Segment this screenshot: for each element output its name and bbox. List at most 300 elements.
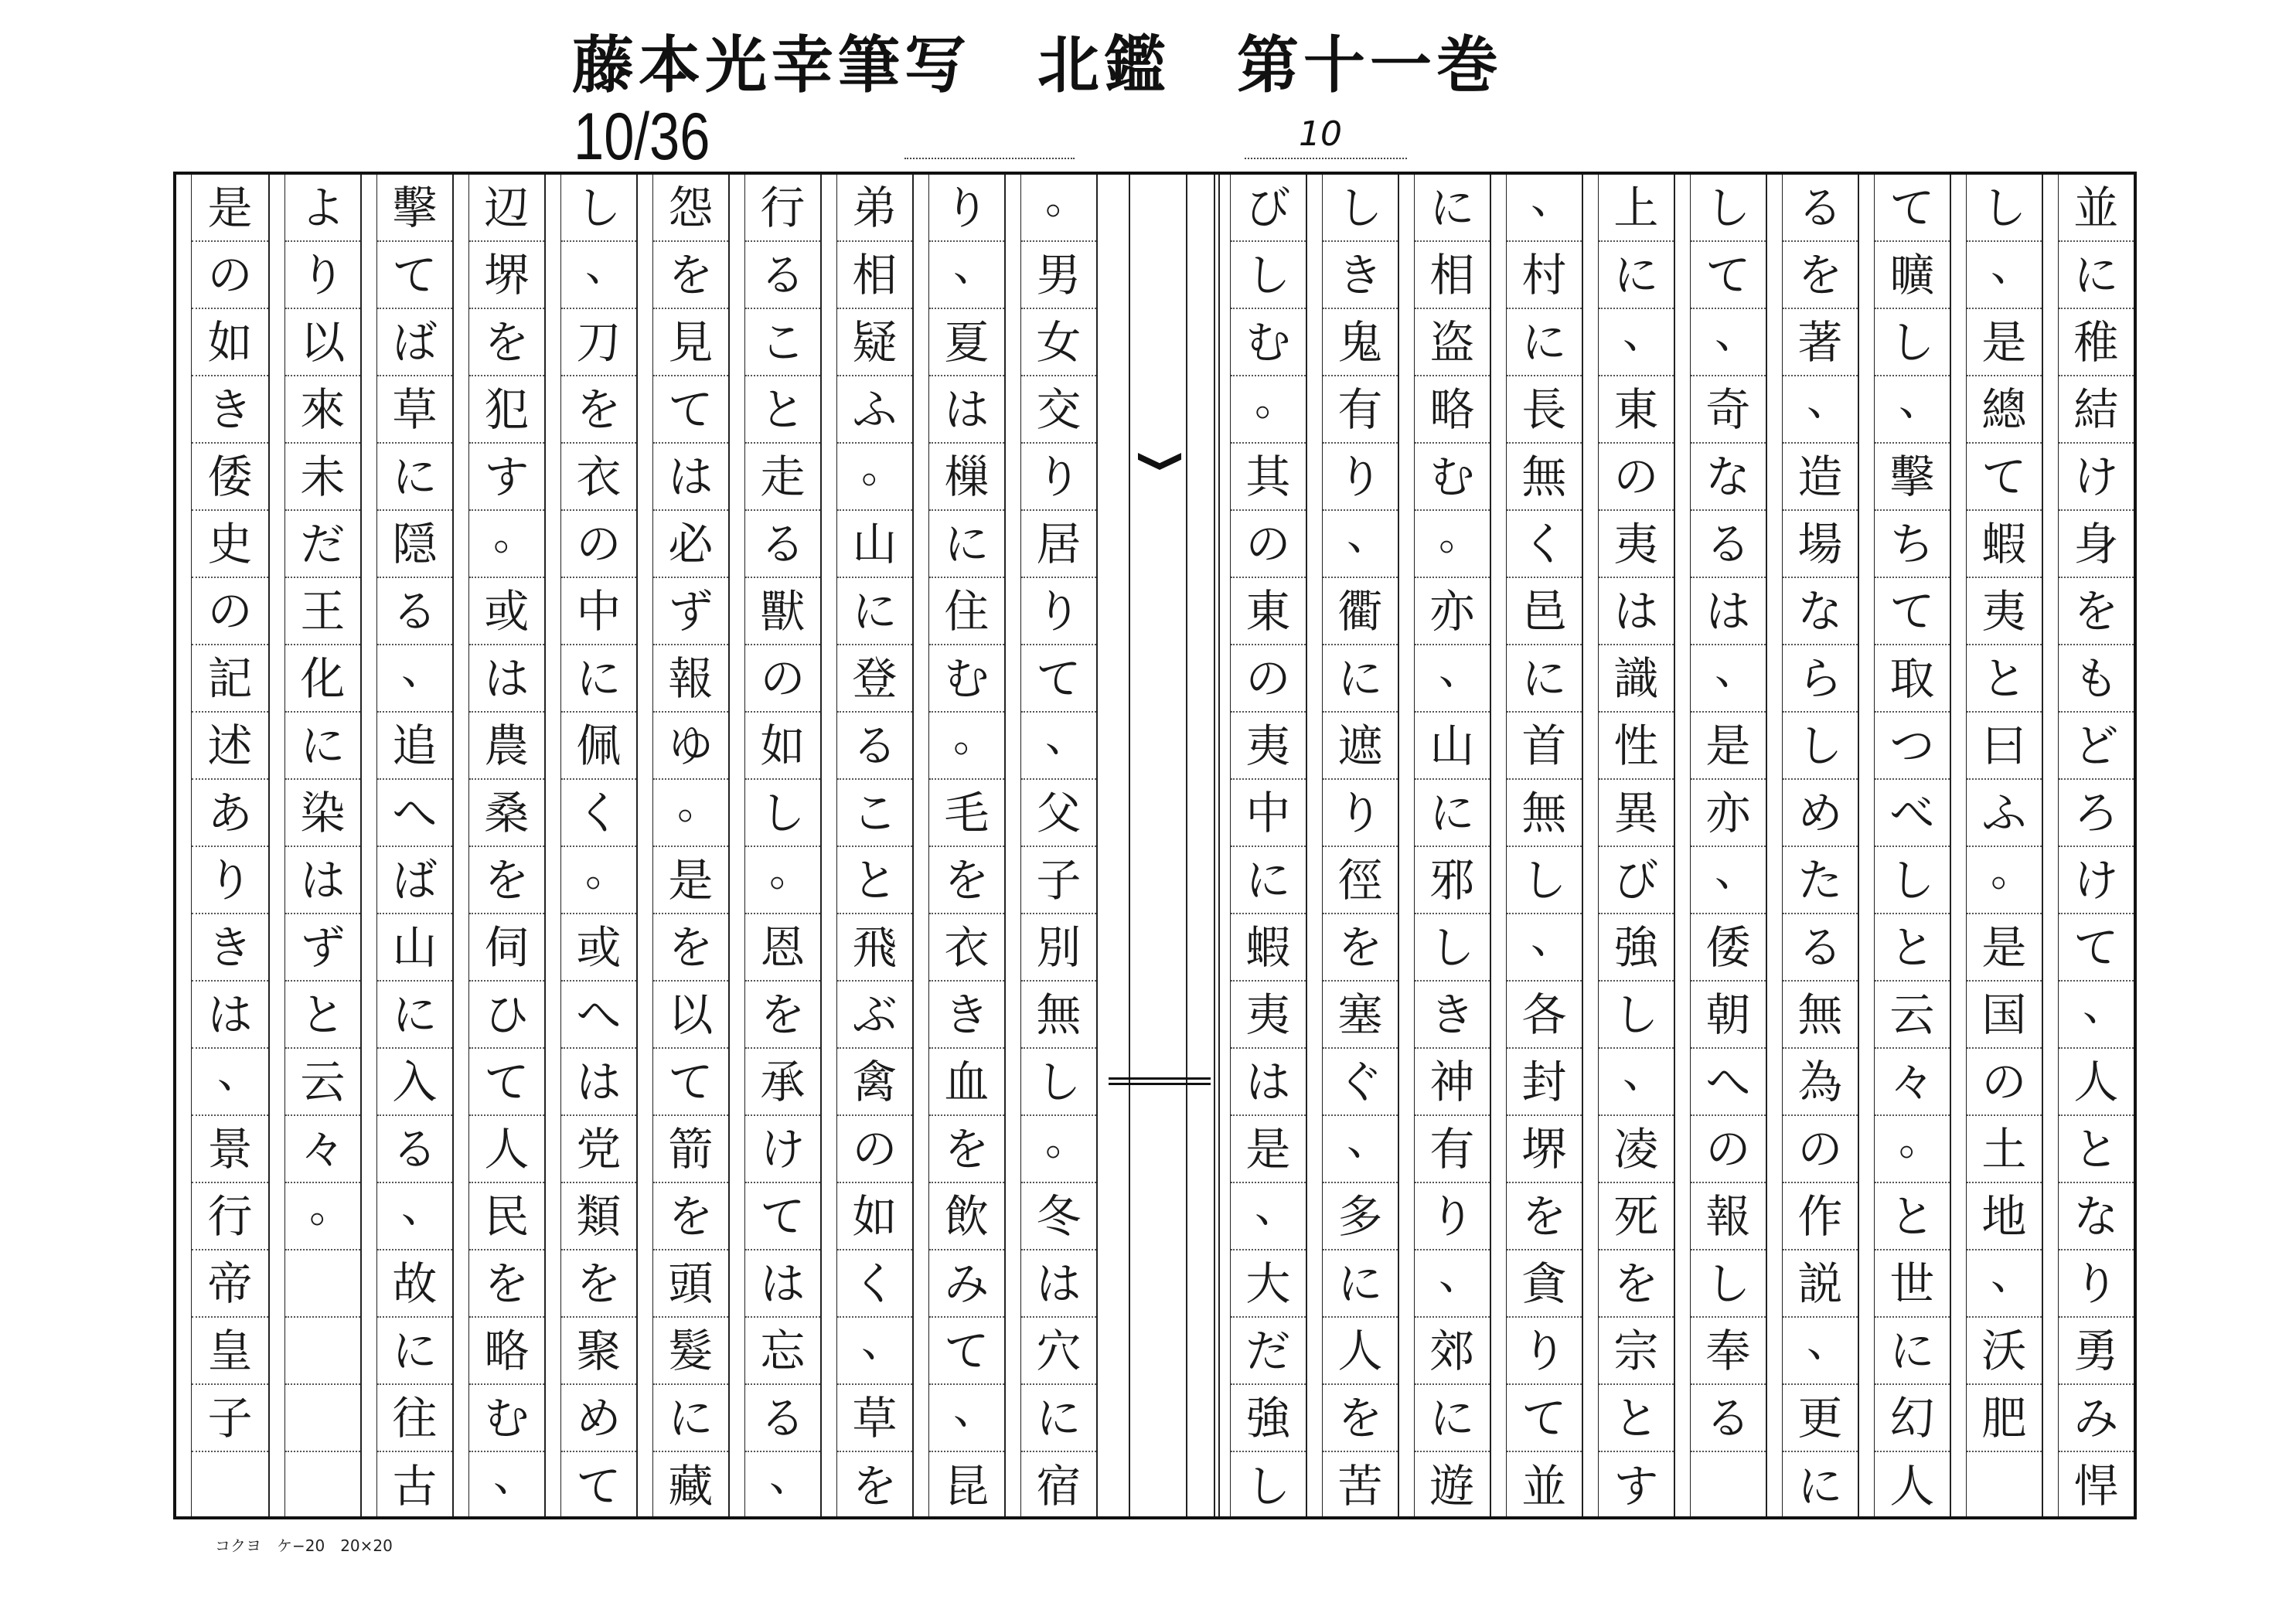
manuscript-cell: り: [1323, 780, 1398, 847]
manuscript-cell: 苦: [1337, 1459, 1383, 1512]
manuscript-cell: ば: [377, 309, 452, 376]
manuscript-column: [1306, 175, 1398, 1516]
manuscript-cell: を: [469, 1250, 544, 1318]
manuscript-cell: 村: [1507, 242, 1582, 309]
manuscript-column: [1582, 175, 1674, 1516]
manuscript-cell: 、: [1783, 376, 1858, 444]
column-cells: [285, 175, 360, 1516]
manuscript-cell: 倭: [192, 444, 268, 511]
manuscript-cell: と: [285, 982, 360, 1049]
manuscript-left-half: [176, 175, 1096, 1516]
manuscript-cell: あ: [192, 780, 268, 847]
fold-mark-icon: [1138, 453, 1181, 470]
manuscript-cell: 居: [1021, 511, 1096, 578]
manuscript-cell: む: [1231, 309, 1306, 376]
center-band-line: [1186, 175, 1187, 1516]
manuscript-cell: た: [1783, 847, 1858, 914]
manuscript-cell: 。: [1021, 1116, 1096, 1183]
manuscript-cell: く: [561, 780, 636, 847]
manuscript-cell: に: [1507, 309, 1582, 376]
manuscript-cell: 神: [1415, 1049, 1490, 1116]
column-cells: [1231, 175, 1306, 1516]
manuscript-cell: く: [837, 1250, 912, 1318]
manuscript-cell: 宗: [1599, 1318, 1674, 1385]
manuscript-cell: 草: [837, 1385, 912, 1452]
manuscript-cell: 人: [1323, 1318, 1398, 1385]
ruby-strip: [546, 175, 561, 1516]
manuscript-cell: ぐ: [1323, 1049, 1398, 1116]
manuscript-cell: り: [1021, 578, 1096, 645]
manuscript-cell: べ: [1875, 780, 1950, 847]
manuscript-cell: 草: [377, 376, 452, 444]
manuscript-cell: 奇: [1691, 376, 1766, 444]
manuscript-cell: り: [192, 847, 268, 914]
manuscript-cell: く: [1507, 511, 1582, 578]
manuscript-cell: 髮: [653, 1318, 728, 1385]
manuscript-cell: 獸: [745, 578, 820, 645]
ruby-strip: [270, 175, 285, 1516]
page-title: 藤本光幸筆写 北鑑 第十一巻: [572, 29, 1503, 101]
manuscript-cell: に: [377, 444, 452, 511]
manuscript-cell: 稚: [2059, 309, 2134, 376]
manuscript-cell: と: [1599, 1385, 1674, 1452]
manuscript-cell: と: [2059, 1116, 2134, 1183]
manuscript-cell: り: [929, 175, 1004, 242]
manuscript-cell: 。: [285, 1183, 360, 1250]
manuscript-cell: に: [1415, 780, 1490, 847]
manuscript-cell: け: [745, 1116, 820, 1183]
manuscript-cell: 無: [1021, 982, 1096, 1049]
manuscript-cell: る: [1783, 175, 1858, 242]
manuscript-cell: ぶ: [837, 982, 912, 1049]
manuscript-cell: 冬: [1021, 1183, 1096, 1250]
manuscript-cell: る: [377, 1116, 452, 1183]
manuscript-cell: 穴: [1021, 1318, 1096, 1385]
column-cells: [2059, 175, 2134, 1516]
manuscript-cell: 、: [493, 1451, 537, 1502]
manuscript-cell: ゆ: [653, 713, 728, 780]
manuscript-cell: 古: [392, 1459, 438, 1512]
manuscript-cell: 如: [745, 713, 820, 780]
manuscript-cell: に: [1415, 175, 1490, 242]
manuscript-cell: を: [561, 1250, 636, 1318]
manuscript-cell: 女: [1021, 309, 1096, 376]
center-dash-mark: [1109, 1077, 1211, 1085]
manuscript-cell: む: [1415, 444, 1490, 511]
manuscript-cell: 悍: [2073, 1459, 2119, 1512]
manuscript-cell: 見: [653, 309, 728, 376]
manuscript-column: [728, 175, 820, 1516]
manuscript-cell: 來: [285, 376, 360, 444]
manuscript-cell: び: [1231, 175, 1306, 242]
manuscript-cell: 相: [1415, 242, 1490, 309]
manuscript-cell: を: [852, 1459, 898, 1512]
manuscript-cell: 以: [285, 309, 360, 376]
manuscript-cell: き: [192, 376, 268, 444]
manuscript-cell: り: [1415, 1183, 1490, 1250]
manuscript-cell: な: [2059, 1183, 2134, 1250]
manuscript-cell: 死: [1599, 1183, 1674, 1250]
manuscript-cell: 有: [1323, 376, 1398, 444]
manuscript-cell: 恩: [745, 914, 820, 982]
manuscript-cell: 衣: [929, 914, 1004, 982]
manuscript-cell: の: [745, 645, 820, 713]
column-cells: [377, 175, 452, 1516]
manuscript-cell: 、: [1783, 1318, 1858, 1385]
manuscript-cell: 、: [1691, 645, 1766, 713]
manuscript-cell: め: [561, 1385, 636, 1452]
manuscript-column: [176, 175, 268, 1516]
manuscript-cell: し: [1415, 914, 1490, 982]
manuscript-cell: 飛: [837, 914, 912, 982]
manuscript-cell: 交: [1021, 376, 1096, 444]
manuscript-cell: て: [745, 1183, 820, 1250]
manuscript-cell: 山: [377, 914, 452, 982]
column-cells: [192, 175, 268, 1516]
manuscript-cell: に: [837, 578, 912, 645]
manuscript-cell: 擊: [1875, 444, 1950, 511]
manuscript-cell: 国: [1967, 982, 2042, 1049]
manuscript-cell: 、: [1691, 847, 1766, 914]
manuscript-cell: に: [1415, 1385, 1490, 1452]
manuscript-cell: て: [2059, 914, 2134, 982]
manuscript-cell: ふ: [1967, 780, 2042, 847]
manuscript-cell: な: [1783, 578, 1858, 645]
manuscript-cell: 或: [561, 914, 636, 982]
manuscript-column: [636, 175, 728, 1516]
manuscript-cell: 行: [745, 175, 820, 242]
manuscript-cell: ず: [653, 578, 728, 645]
center-band-line: [1129, 175, 1130, 1516]
manuscript-cell: 東: [1231, 578, 1306, 645]
manuscript-cell: 。: [745, 847, 820, 914]
manuscript-cell: 々: [1875, 1049, 1950, 1116]
manuscript-cell: け: [2059, 444, 2134, 511]
manuscript-cell: 、: [1323, 1116, 1398, 1183]
manuscript-cell: て: [1967, 444, 2042, 511]
manuscript-cell: 塞: [1323, 982, 1398, 1049]
manuscript-cell: 、: [2059, 982, 2134, 1049]
column-cells: [1021, 175, 1096, 1516]
manuscript-cell: 飲: [929, 1183, 1004, 1250]
manuscript-cell: に: [561, 645, 636, 713]
manuscript-cell: 倭: [1691, 914, 1766, 982]
manuscript-cell: 宿: [1036, 1459, 1082, 1512]
manuscript-cell: を: [653, 914, 728, 982]
manuscript-cell: を: [1783, 242, 1858, 309]
manuscript-cell: 是: [1967, 914, 2042, 982]
manuscript-cell: の: [1599, 444, 1674, 511]
manuscript-cell: 承: [745, 1049, 820, 1116]
manuscript-cell: り: [1323, 444, 1398, 511]
manuscript-cell: す: [469, 444, 544, 511]
manuscript-cell: は: [1021, 1250, 1096, 1318]
manuscript-cell: ふ: [837, 376, 912, 444]
manuscript-cell: 邪: [1415, 847, 1490, 914]
manuscript-cell: き: [1415, 982, 1490, 1049]
manuscript-cell: 。: [653, 780, 728, 847]
manuscript-cell: き: [929, 982, 1004, 1049]
manuscript-cell: 、: [837, 1318, 912, 1385]
ruby-strip: [2043, 175, 2059, 1516]
manuscript-cell: の: [1231, 511, 1306, 578]
manuscript-cell: [285, 1318, 360, 1385]
manuscript-cell: 説: [1783, 1250, 1858, 1318]
manuscript-cell: 是: [1967, 309, 2042, 376]
manuscript-cell: 、: [1507, 914, 1582, 982]
manuscript-cell: 疑: [837, 309, 912, 376]
manuscript-column: [912, 175, 1004, 1516]
manuscript-cell: 如: [192, 309, 268, 376]
manuscript-cell: み: [2059, 1385, 2134, 1452]
manuscript-cell: 子: [192, 1385, 268, 1452]
manuscript-cell: 、: [561, 242, 636, 309]
manuscript-cell: り: [1507, 1318, 1582, 1385]
manuscript-cell: 郊: [1415, 1318, 1490, 1385]
page-counter: 10/36: [574, 100, 710, 174]
manuscript-cell: て: [1875, 578, 1950, 645]
manuscript-cell: 首: [1507, 713, 1582, 780]
manuscript-cell: 往: [377, 1385, 452, 1452]
manuscript-cell: 党: [561, 1116, 636, 1183]
ruby-strip: [362, 175, 377, 1516]
manuscript-cell: し: [745, 780, 820, 847]
manuscript-cell: 亦: [1691, 780, 1766, 847]
manuscript-cell: 異: [1599, 780, 1674, 847]
manuscript-cell: 、: [1323, 511, 1398, 578]
manuscript-column: [1490, 175, 1582, 1516]
manuscript-cell: 身: [2059, 511, 2134, 578]
manuscript-cell: 如: [837, 1183, 912, 1250]
manuscript-cell: 徑: [1323, 847, 1398, 914]
manuscript-right-half: [1214, 175, 2134, 1516]
manuscript-cell: 造: [1783, 444, 1858, 511]
manuscript-cell: る: [837, 713, 912, 780]
manuscript-cell: 桑: [469, 780, 544, 847]
manuscript-cell: 世: [1875, 1250, 1950, 1318]
manuscript-cell: 總: [1967, 376, 2042, 444]
manuscript-cell: は: [653, 444, 728, 511]
ruby-strip: [638, 175, 653, 1516]
manuscript-cell: は: [192, 982, 268, 1049]
ruby-strip: [454, 175, 469, 1516]
manuscript-cell: 。: [1231, 376, 1306, 444]
manuscript-cell: 。: [929, 713, 1004, 780]
manuscript-cell: 血: [929, 1049, 1004, 1116]
manuscript-cell: 識: [1599, 645, 1674, 713]
manuscript-cell: を: [745, 982, 820, 1049]
manuscript-cell: 土: [1967, 1116, 2042, 1183]
manuscript-cell: 衣: [561, 444, 636, 511]
manuscript-cell: 衢: [1323, 578, 1398, 645]
manuscript-column: [2042, 175, 2134, 1516]
manuscript-cell: み: [929, 1250, 1004, 1318]
manuscript-cell: し: [561, 175, 636, 242]
manuscript-cell: に: [2059, 242, 2134, 309]
manuscript-column: [1214, 175, 1306, 1516]
manuscript-cell: [285, 1452, 360, 1519]
manuscript-cell: 遮: [1323, 713, 1398, 780]
manuscript-cell: 無: [1507, 444, 1582, 511]
manuscript-cell: に: [653, 1385, 728, 1452]
manuscript-cell: 略: [1415, 376, 1490, 444]
manuscript-cell: を: [653, 1183, 728, 1250]
manuscript-cell: 其: [1231, 444, 1306, 511]
manuscript-cell: 昆: [944, 1459, 990, 1512]
manuscript-cell: 樔: [929, 444, 1004, 511]
manuscript-sheet: [173, 172, 2137, 1519]
column-cells: [1323, 175, 1398, 1516]
manuscript-cell: て: [1875, 175, 1950, 242]
manuscript-cell: の: [837, 1116, 912, 1183]
manuscript-cell: 曰: [1967, 713, 2042, 780]
manuscript-cell: を: [469, 309, 544, 376]
manuscript-cell: 並: [1521, 1459, 1567, 1512]
manuscript-cell: を: [653, 242, 728, 309]
manuscript-cell: 奉: [1691, 1318, 1766, 1385]
manuscript-cell: け: [2059, 847, 2134, 914]
manuscript-cell: 場: [1783, 511, 1858, 578]
manuscript-cell: 帝: [192, 1250, 268, 1318]
manuscript-column: [1858, 175, 1950, 1516]
manuscript-column: [360, 175, 452, 1516]
manuscript-cell: 、: [377, 1183, 452, 1250]
column-cells: [469, 175, 544, 1516]
column-cells: [1691, 175, 1766, 1516]
manuscript-cell: 強: [1231, 1385, 1306, 1452]
manuscript-cell: 類: [561, 1183, 636, 1250]
manuscript-cell: 男: [1021, 242, 1096, 309]
manuscript-cell: を: [1323, 914, 1398, 982]
manuscript-cell: 貪: [1507, 1250, 1582, 1318]
manuscript-cell: 蝦: [1967, 511, 2042, 578]
manuscript-cell: て: [1691, 242, 1766, 309]
manuscript-cell: て: [469, 1049, 544, 1116]
manuscript-cell: 上: [1599, 175, 1674, 242]
manuscript-cell: は: [929, 376, 1004, 444]
manuscript-cell: 報: [653, 645, 728, 713]
ruby-strip: [730, 175, 745, 1516]
manuscript-cell: 人: [1889, 1459, 1935, 1512]
manuscript-cell: [1691, 1452, 1766, 1519]
manuscript-cell: め: [1783, 780, 1858, 847]
manuscript-cell: 怨: [653, 175, 728, 242]
ruby-strip: [1006, 175, 1021, 1516]
manuscript-cell: て: [653, 376, 728, 444]
column-cells: [1507, 175, 1582, 1516]
manuscript-cell: し: [1783, 713, 1858, 780]
manuscript-cell: を: [469, 847, 544, 914]
manuscript-cell: 是: [1231, 1116, 1306, 1183]
manuscript-cell: に: [1231, 847, 1306, 914]
manuscript-cell: 犯: [469, 376, 544, 444]
manuscript-cell: 東: [1599, 376, 1674, 444]
manuscript-cell: の: [1691, 1116, 1766, 1183]
manuscript-cell: 朝: [1691, 982, 1766, 1049]
manuscript-cell: 民: [469, 1183, 544, 1250]
center-binding-band: [1096, 175, 1220, 1516]
manuscript-cell: 聚: [561, 1318, 636, 1385]
manuscript-cell: て: [653, 1049, 728, 1116]
manuscript-cell: 佩: [561, 713, 636, 780]
manuscript-cell: だ: [285, 511, 360, 578]
manuscript-cell: 走: [745, 444, 820, 511]
manuscript-cell: 、: [192, 1049, 268, 1116]
ruby-strip: [1675, 175, 1691, 1516]
manuscript-cell: 堺: [469, 242, 544, 309]
manuscript-cell: 以: [653, 982, 728, 1049]
manuscript-cell: 。: [1021, 175, 1096, 242]
manuscript-cell: は: [469, 645, 544, 713]
manuscript-cell: 。: [561, 847, 636, 914]
column-cells: [929, 175, 1004, 1516]
manuscript-cell: ず: [285, 914, 360, 982]
manuscript-cell: の: [561, 511, 636, 578]
manuscript-cell: 未: [285, 444, 360, 511]
manuscript-cell: 夷: [1231, 713, 1306, 780]
manuscript-cell: 、: [1967, 242, 2042, 309]
manuscript-cell: 曠: [1875, 242, 1950, 309]
manuscript-cell: し: [1967, 175, 2042, 242]
manuscript-cell: 辺: [469, 175, 544, 242]
manuscript-cell: む: [929, 645, 1004, 713]
handwritten-page-number: 10: [1299, 114, 1342, 154]
manuscript-cell: し: [1691, 1250, 1766, 1318]
manuscript-cell: 、: [1507, 175, 1582, 242]
manuscript-cell: 、: [769, 1451, 812, 1502]
ruby-strip: [822, 175, 837, 1516]
manuscript-cell: 皇: [192, 1318, 268, 1385]
manuscript-column: [268, 175, 360, 1516]
manuscript-cell: 是: [653, 847, 728, 914]
manuscript-cell: 凌: [1599, 1116, 1674, 1183]
manuscript-cell: 山: [837, 511, 912, 578]
manuscript-cell: 多: [1323, 1183, 1398, 1250]
manuscript-cell: 幻: [1875, 1385, 1950, 1452]
manuscript-cell: 亦: [1415, 578, 1490, 645]
ruby-strip: [1859, 175, 1875, 1516]
manuscript-cell: を: [1599, 1250, 1674, 1318]
manuscript-column: [1766, 175, 1858, 1516]
manuscript-cell: 無: [1507, 780, 1582, 847]
manuscript-cell: 肥: [1967, 1385, 2042, 1452]
manuscript-cell: と: [837, 847, 912, 914]
manuscript-cell: る: [745, 1385, 820, 1452]
ruby-strip: [1399, 175, 1415, 1516]
manuscript-cell: も: [2059, 645, 2134, 713]
manuscript-cell: ひ: [469, 982, 544, 1049]
manuscript-cell: 、: [1875, 376, 1950, 444]
manuscript-cell: 行: [192, 1183, 268, 1250]
manuscript-cell: 地: [1967, 1183, 2042, 1250]
manuscript-cell: 並: [2059, 175, 2134, 242]
paper-product-code: コクヨ ケ−20 20×20: [215, 1536, 393, 1555]
manuscript-cell: 史: [192, 511, 268, 578]
manuscript-cell: は: [1231, 1049, 1306, 1116]
manuscript-cell: て: [1507, 1385, 1582, 1452]
ruby-strip: [1951, 175, 1967, 1516]
header-rule-left: [904, 158, 1075, 159]
manuscript-cell: の: [1783, 1116, 1858, 1183]
ruby-strip: [914, 175, 929, 1516]
manuscript-cell: 云: [285, 1049, 360, 1116]
ruby-strip: [176, 175, 192, 1516]
manuscript-cell: を: [1507, 1183, 1582, 1250]
manuscript-cell: 箭: [653, 1116, 728, 1183]
manuscript-cell: む: [469, 1385, 544, 1452]
manuscript-cell: 別: [1021, 914, 1096, 982]
manuscript-column: [452, 175, 544, 1516]
